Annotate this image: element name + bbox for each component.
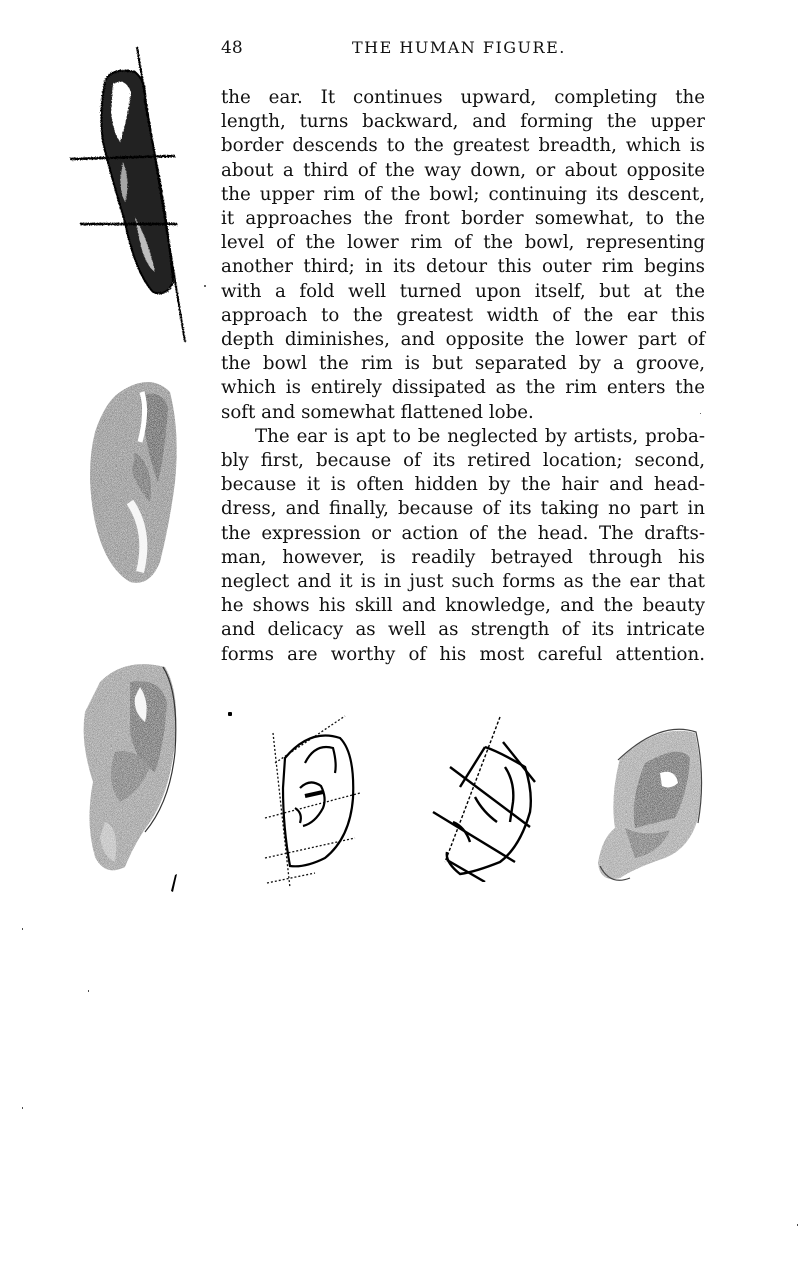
text-line: forms are worthy of his most careful attention. — [221, 643, 705, 665]
text-line: the bowl the rim is but separated by a groove, — [221, 353, 705, 375]
text-line: approach to the greatest width of the ear this — [221, 304, 705, 326]
text-line: the expression or action of the head. The drafts- — [221, 522, 705, 544]
text-line: with a fold well turned upon itself, but at the — [221, 280, 705, 302]
text-line: border descends to the greatest breadth, which is — [221, 135, 705, 157]
running-head: THE HUMAN FIGURE. — [352, 38, 566, 57]
scan-speck — [88, 990, 89, 992]
ear-shaded-front-figure — [75, 652, 185, 882]
ear-shaded-side-figure — [80, 372, 190, 592]
paragraph-1 — [221, 86, 705, 425]
text-line: about a third of the way down, or about opposite — [221, 159, 705, 181]
text-line: which is entirely dissipated as the rim enters the — [221, 377, 705, 399]
text-line: depth diminishes, and opposite the lower part of — [221, 329, 705, 351]
scan-speck — [700, 413, 701, 414]
paragraph-2 — [221, 425, 705, 667]
ear-shaded-tilted-figure — [590, 718, 710, 893]
scan-speck — [22, 928, 23, 930]
scan-speck — [228, 712, 232, 716]
ear-construction-block-figure — [425, 712, 540, 882]
text-line: length, turns backward, and forming the upper — [221, 111, 705, 133]
text-line: because it is often hidden by the hair and head- — [221, 474, 705, 496]
text-line: man, however, is readily betrayed through his — [221, 546, 705, 568]
text-line: level of the lower rim of the bowl, representing — [221, 232, 705, 254]
text-line: bly first, because of its retired location; second, — [221, 450, 705, 472]
body-text — [221, 86, 705, 667]
text-line: The ear is apt to be neglected by artists, proba- — [255, 425, 705, 447]
text-line: another third; in its detour this outer rim begins — [221, 256, 705, 278]
text-line: dress, and finally, because of its taking no part in — [221, 498, 705, 520]
text-line: the ear. It continues upward, completing the — [221, 87, 705, 108]
scan-speck — [22, 1107, 23, 1109]
text-line: he shows his skill and knowledge, and the beauty — [221, 595, 705, 617]
ear-profile-construction-figure — [65, 42, 195, 347]
text-line: it approaches the front border somewhat, to the — [221, 208, 705, 230]
ear-construction-dotted-figure — [255, 708, 365, 888]
scan-speck — [204, 285, 206, 287]
text-line: soft and somewhat flattened lobe. — [221, 401, 534, 423]
text-line: and delicacy as well as strength of its intricate — [221, 619, 705, 641]
stray-mark-icon — [170, 873, 180, 893]
text-line: neglect and it is in just such forms as the ear that — [221, 571, 705, 593]
scan-speck — [797, 1224, 798, 1226]
page-number: 48 — [221, 38, 243, 58]
text-line: the upper rim of the bowl; continuing its descent, — [221, 183, 705, 205]
